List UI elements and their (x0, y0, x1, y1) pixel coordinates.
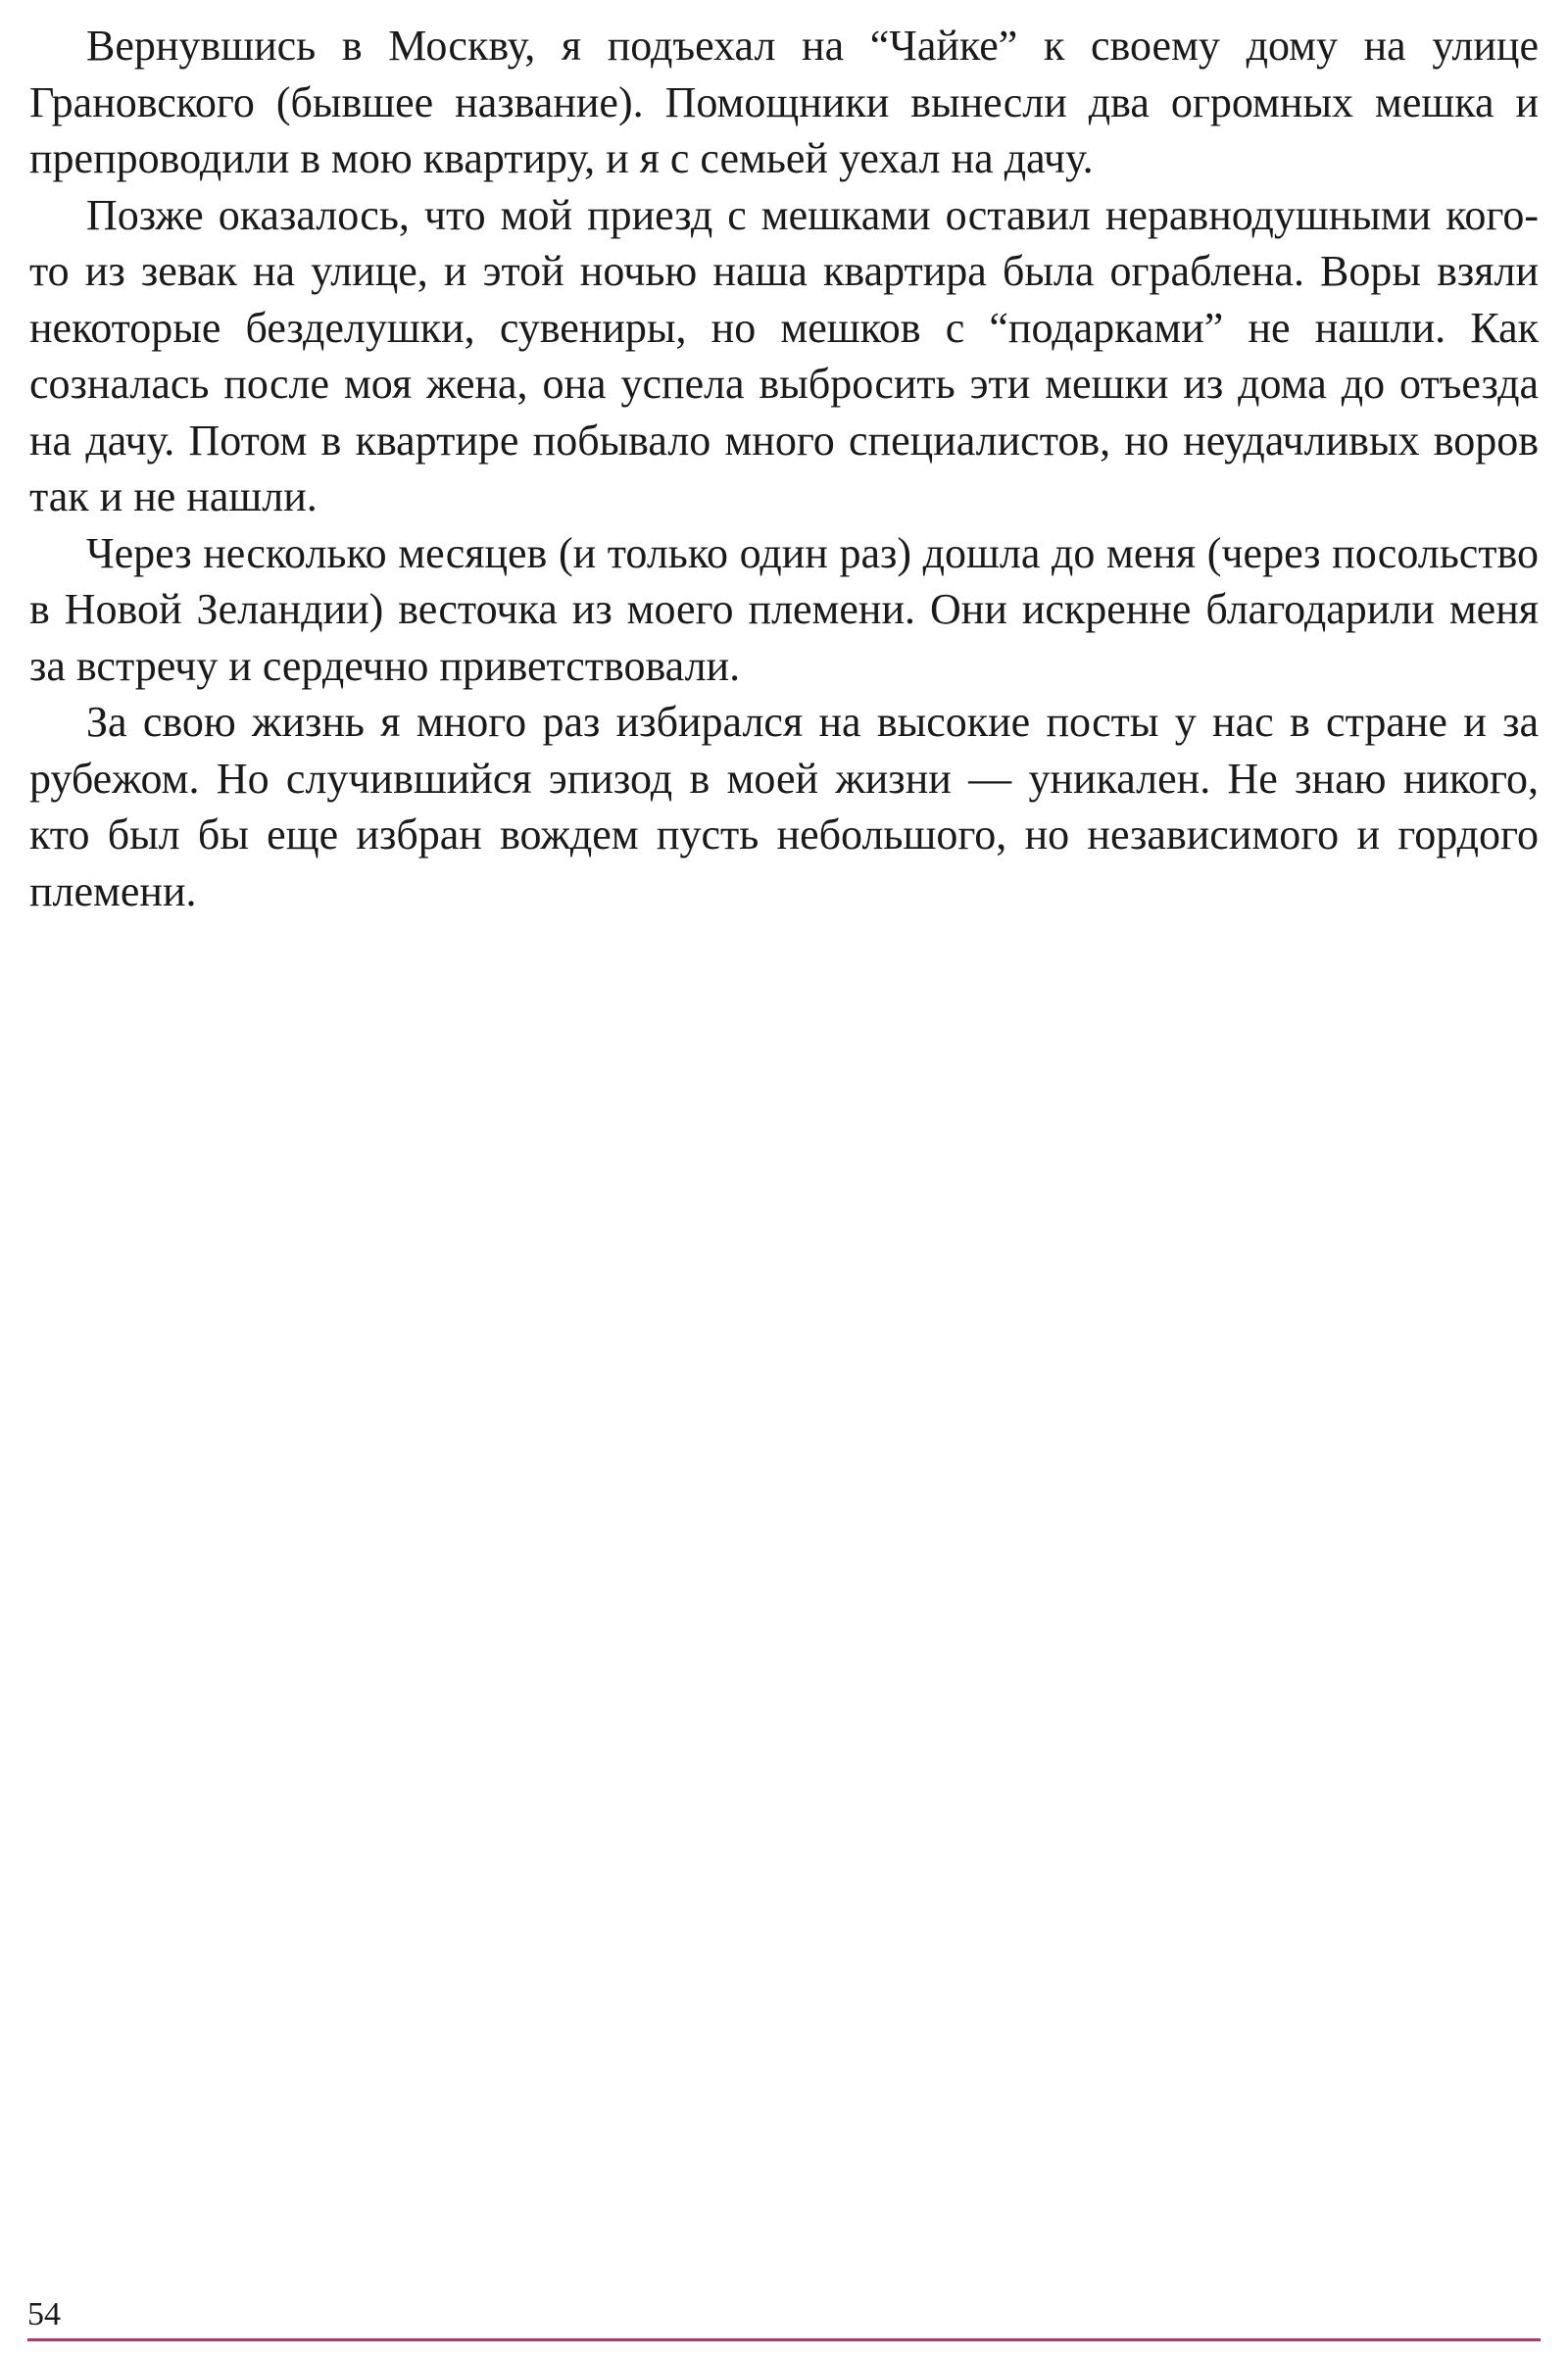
paragraph-4: За свою жизнь я много раз избирался на высокие посты у нас в стране и за рубежом. Но случившийся эпизод в моей жизни — уникален. Не знаю никого, кто был бы еще избран вождем пусть небольшого, но независимого и гордого племени. (29, 698, 1539, 915)
page-number: 54 (27, 2296, 61, 2332)
footer-rule (27, 2338, 1541, 2341)
paragraph-3: Через несколько месяцев (и только один раз) дошла до меня (через посольство в Новой Зеландии) весточка из моего племени. Они искренне благодарили меня за встречу и сердечно приветствовали. (29, 528, 1539, 690)
paragraph-2: Позже оказалось, что мой приезд с мешками оставил неравнодушными кого-то из зевак на улице, и этой ночью наша квартира была ограблена. Воры взяли некоторые безделушки, сувениры, но мешков с “подарками” не нашли. Как созналась после моя жена, она успела выбросить эти мешки из дома до отъезда на дачу. Потом в квартире побывало много специалистов, но неудачливых воров так и не нашли. (29, 190, 1539, 520)
body-text (29, 18, 1539, 919)
paragraph-1: Вернувшись в Москву, я подъехал на “Чайке” к своему дому на улице Грановского (бывшее название). Помощники вынесли два огромных мешка и препроводили в мою квартиру, и я с семьей уехал на дачу. (29, 22, 1539, 182)
